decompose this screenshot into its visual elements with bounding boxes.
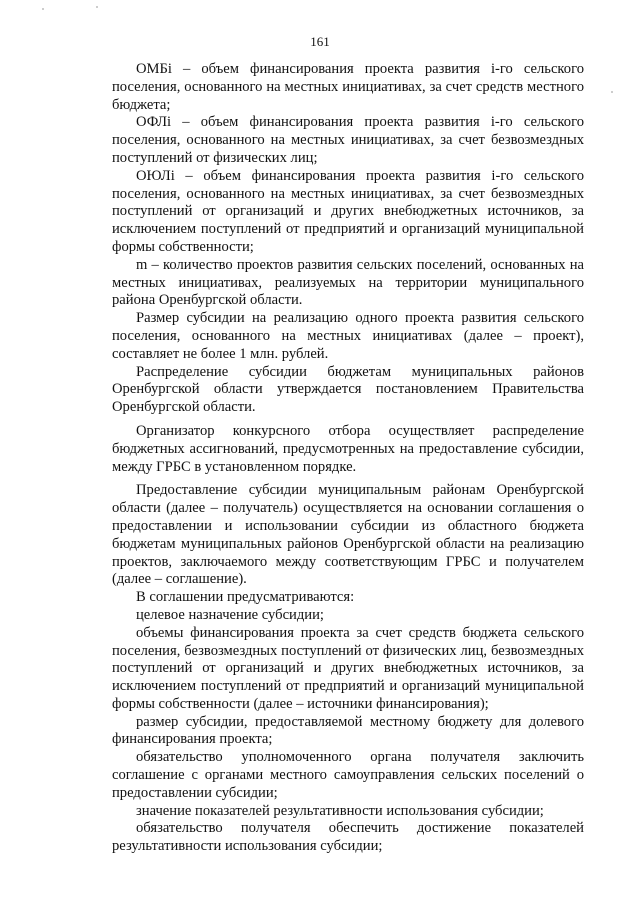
- list-item-authority-obligation: обязательство уполномоченного органа получателя заключить соглашение с органами местного самоуправления сельских поселений о предоставлении субсидии;: [112, 749, 584, 801]
- list-item-purpose: целевое назначение субсидии;: [136, 606, 324, 623]
- scan-speck: [96, 6, 98, 8]
- list-item-financing-volumes: объемы финансирования проекта за счет средств бюджета сельского поселения, безвозмездных поступлений от физических лиц, безвозмездных поступлений от организаций и других внебюджетных источников, за исключением поступлений от предприятий и организаций муниципальной формы собственности (далее – источники финансирования);: [112, 624, 584, 712]
- paragraph-organizer: Организатор конкурсного отбора осуществляет распределение бюджетных ассигнований, предусмотренных на предоставление субсидии, между ГРБС в установленном порядке.: [112, 422, 584, 475]
- list-item-indicator-values: значение показателей результативности использования субсидии;: [136, 802, 544, 819]
- scan-speck: [611, 91, 613, 93]
- paragraph-ofl: ОФЛi – объем финансирования проекта развития i-го сельского поселения, основанного на местных инициативах, за счет безвозмездных поступлений от физических лиц;: [112, 114, 584, 166]
- list-item-recipient-obligation: обязательство получателя обеспечить достижение показателей результативности использования субсидии;: [112, 820, 584, 855]
- page-number: 161: [310, 34, 330, 49]
- list-item-subsidy-size: размер субсидии, предоставляемой местному бюджету для долевого финансирования проекта;: [112, 713, 584, 748]
- scan-speck: [42, 8, 44, 10]
- paragraph-oyul: ОЮЛi – объем финансирования проекта развития i-го сельского поселения, основанного на местных инициативах, за счет безвозмездных поступлений от организаций и других внебюджетных источников, за исключением поступлений от предприятий и организаций муниципальной формы собственности;: [112, 167, 584, 255]
- paragraph-distribution: Распределение субсидии бюджетам муниципальных районов Оренбургской области утверждается постановлением Правительства Оренбургской области.: [112, 363, 584, 416]
- paragraph-omb: ОМБi – объем финансирования проекта развития i-го сельского поселения, основанного на местных инициативах, за счет средств местного бюджета;: [112, 61, 584, 113]
- body-text: [112, 61, 584, 856]
- paragraph-provision: Предоставление субсидии муниципальным районам Оренбургской области (далее – получатель) осуществляется на основании соглашения о предоставлении и использовании субсидии из областного бюджета бюджетам муниципальных районов Оренбургской области на реализацию проектов, заключаемого между соответствующим ГРБС и получателем (далее – соглашение).: [112, 482, 584, 588]
- paragraph-agreement-intro: В соглашении предусматриваются:: [136, 589, 355, 606]
- paragraph-subsidy-size: Размер субсидии на реализацию одного проекта развития сельского поселения, основанного на местных инициативах (далее – проект), составляет не более 1 млн. рублей.: [112, 310, 584, 362]
- paragraph-m: m – количество проектов развития сельских поселений, основанных на местных инициативах, реализуемых на территории муниципального района Оренбургской области.: [112, 256, 584, 309]
